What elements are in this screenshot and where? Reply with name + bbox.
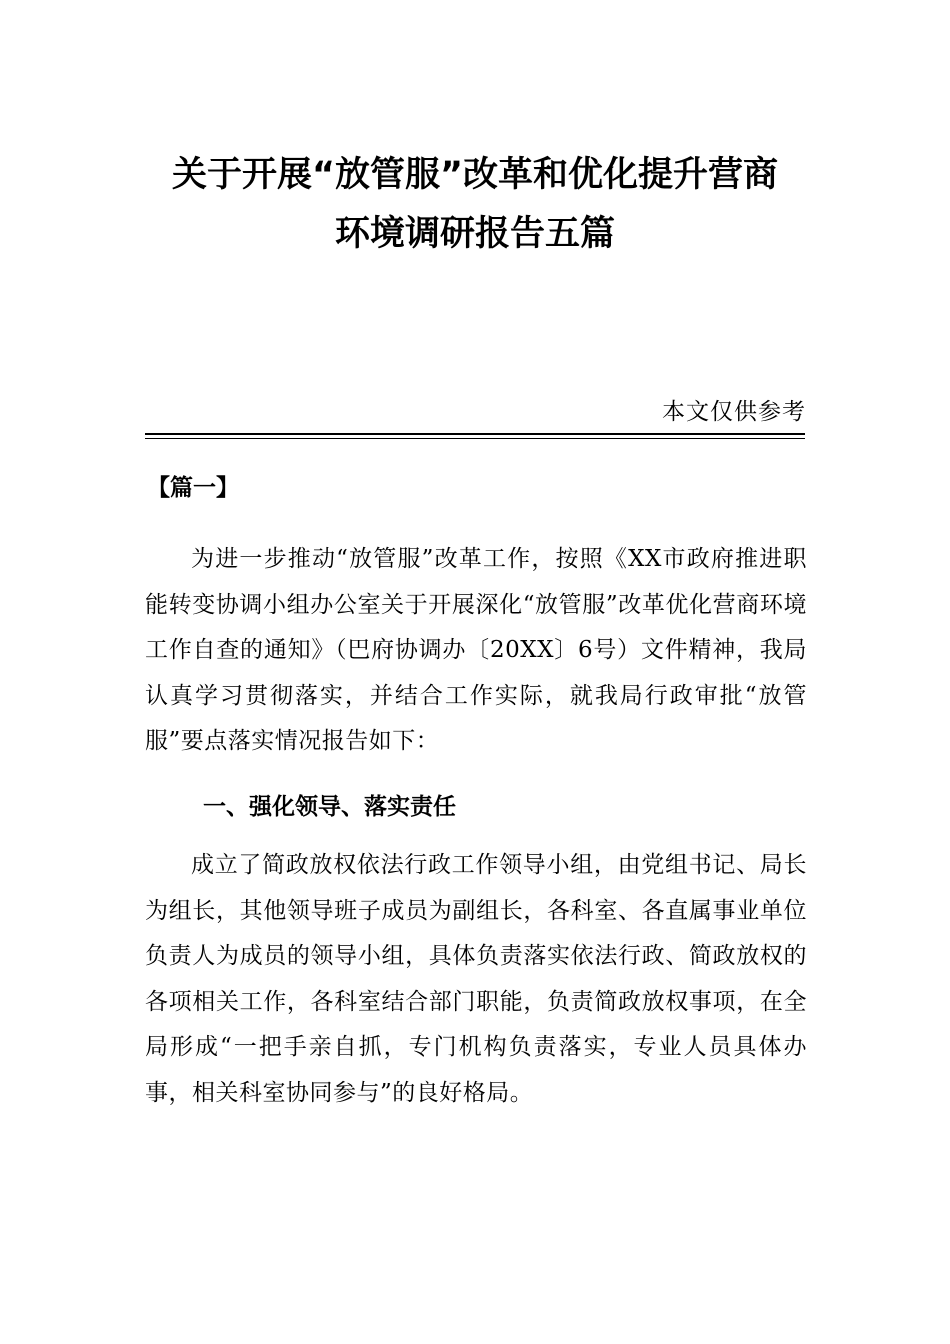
body-paragraph-2: 成立了简政放权依法行政工作领导小组，由党组书记、局长为组长，其他领导班子成员为副组长，各科室、各直属事业单位负责人为成员的领导小组，具体负责落实依法行政、简政放权的各项相关工作，各科室结合部门职能，负责简政放权事项，在全局形成“一把手亲自抓，专门机构负责落实，专业人员具体办事，相关科室协同参与”的良好格局。 xyxy=(145,852,807,1106)
header-rule-thin xyxy=(145,438,805,439)
section-heading-1: 一、强化领导、落实责任 xyxy=(203,794,456,820)
document-title-line-2: 环境调研报告五篇 xyxy=(334,214,615,254)
document-title-line-1: 关于开展“放管服”改革和优化提升营商 xyxy=(171,155,778,195)
reference-note: 本文仅供参考 xyxy=(662,399,806,425)
section-tag: 【篇一】 xyxy=(147,475,239,501)
body-paragraph-1: 为进一步推动“放管服”改革工作，按照《XX市政府推进职能转变协调小组办公室关于开展深化“放管服”改革优化营商环境工作自查的通知》（巴府协调办〔20XX〕6号）文件精神，我局认真学习贯彻落实，并结合工作实际，就我局行政审批“放管服”要点落实情况报告如下： xyxy=(145,546,807,754)
header-rule-thick xyxy=(145,433,805,435)
